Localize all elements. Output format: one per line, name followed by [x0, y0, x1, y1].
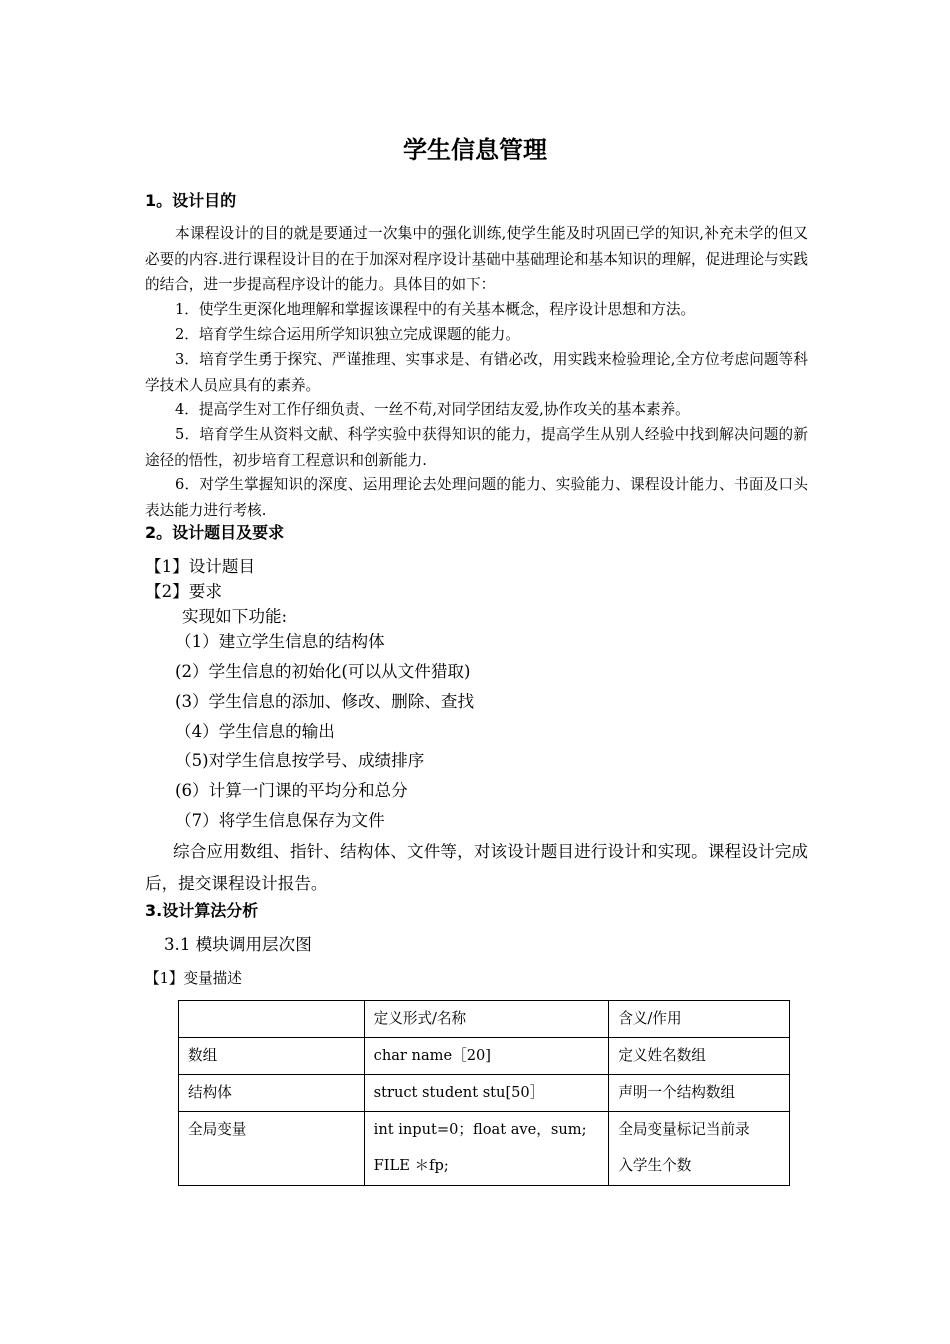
section1-intro: 本课程设计的目的就是要通过一次集中的强化训练,使学生能及时巩固已学的知识,补充未学的但又必要的内容.进行课程设计目的在于加深对程序设计基础中基础理论和基本知识的理解，促进理论与实践的结合，进一步提高程序设计的能力。具体目的如下： [145, 225, 808, 293]
purpose-item-5: 5．培育学生从资料文献、科学实验中获得知识的能力，提高学生从别人经验中找到解决问题的新途径的悟性，初步培育工程意识和创新能力. [145, 426, 808, 469]
purpose-item-6: 6．对学生掌握知识的深度、运用理论去处理问题的能力、实验能力、课程设计能力、书面及口头表达能力进行考核. [145, 476, 808, 519]
section3-heading: 3.设计算法分析 [145, 901, 259, 920]
section2-summary: 综合应用数组、指针、结构体、文件等，对该设计题目进行设计和实现。课程设计完成后，提交课程设计报告。 [145, 842, 808, 893]
table-cell: 定义姓名数组 [609, 1038, 790, 1075]
table-cell [364, 1112, 609, 1186]
functions-lead: 实现如下功能: [182, 607, 288, 626]
requirements-label: 【2】要求 [145, 582, 222, 601]
module-hierarchy-subheading: 3.1 模块调用层次图 [164, 935, 312, 954]
table-cell-line: int input=0；float ave，sum; [373, 1121, 587, 1138]
table-cell: 全局变量 [179, 1112, 365, 1186]
purpose-item-4: 4．提高学生对工作仔细负责、一丝不苟,对同学团结友爱,协作攻关的基本素养。 [175, 401, 690, 418]
table-header-cell: 含义/作用 [609, 1001, 790, 1038]
purpose-item-1: 1．使学生更深化地理解和掌握该课程中的有关基本概念，程序设计思想和方法。 [175, 301, 696, 318]
variable-description-label: 【1】变量描述 [145, 970, 242, 987]
table-cell: 结构体 [179, 1075, 365, 1112]
table-cell-line: 全局变量标记当前录 [618, 1121, 750, 1138]
table-cell-line: FILE ＊fp; [373, 1157, 449, 1174]
table-cell: struct student stu[50］ [364, 1075, 609, 1112]
function-item-4: （4）学生信息的输出 [175, 722, 335, 741]
page-title: 学生信息管理 [403, 136, 547, 164]
table-row [179, 1112, 790, 1186]
table-cell-line: 入学生个数 [618, 1157, 692, 1174]
table-header-cell: 定义形式/名称 [364, 1001, 609, 1038]
table-cell: 数组 [179, 1038, 365, 1075]
purpose-item-3: 3．培育学生勇于探究、严谨推理、实事求是、有错必改，用实践来检验理论,全方位考虑问题等科学技术人员应具有的素养。 [145, 351, 808, 394]
function-item-3: (3）学生信息的添加、修改、删除、查找 [175, 692, 475, 711]
table-header-row [179, 1001, 790, 1038]
table-cell: char name［20] [364, 1038, 609, 1075]
table-cell: 声明一个结构数组 [609, 1075, 790, 1112]
section1-heading: 1。设计目的 [145, 191, 237, 210]
variable-table [178, 1000, 790, 1186]
function-item-7: （7）将学生信息保存为文件 [175, 811, 385, 830]
design-topic-label: 【1】设计题目 [145, 557, 256, 576]
table-row [179, 1038, 790, 1075]
table-cell [609, 1112, 790, 1186]
table-header-cell [179, 1001, 365, 1038]
function-item-1: （1）建立学生信息的结构体 [175, 632, 385, 651]
function-item-5: （5)对学生信息按学号、成绩排序 [175, 751, 425, 770]
function-item-2: (2）学生信息的初始化(可以从文件猎取) [175, 662, 471, 681]
function-item-6: (6）计算一门课的平均分和总分 [175, 781, 408, 800]
table-row [179, 1075, 790, 1112]
section2-heading: 2。设计题目及要求 [145, 523, 285, 542]
purpose-item-2: 2．培育学生综合运用所学知识独立完成课题的能力。 [175, 326, 520, 343]
